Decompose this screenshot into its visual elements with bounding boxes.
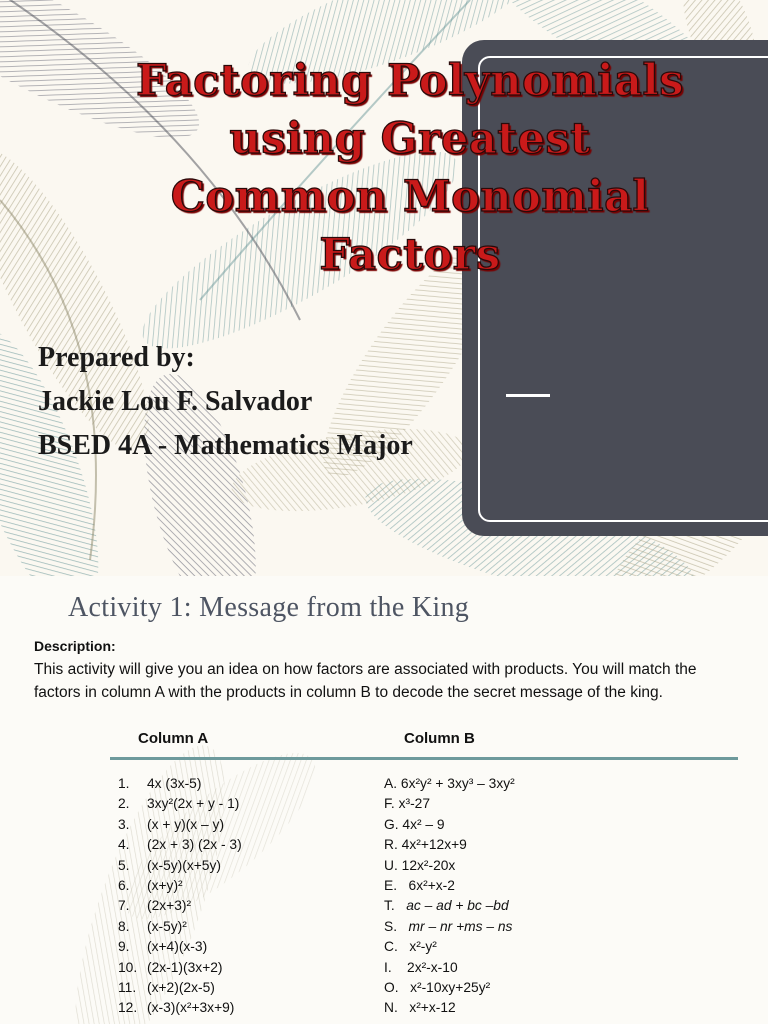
item-expression: 6x²+x-2	[408, 878, 455, 894]
item-number: 4.	[118, 837, 130, 853]
item-letter: C.	[384, 939, 398, 955]
list-item	[118, 937, 242, 957]
item-number: 5.	[118, 857, 130, 873]
list-item	[384, 774, 515, 794]
item-number: 11.	[118, 980, 137, 996]
column-a-header: Column A	[138, 730, 209, 747]
item-number: 3.	[118, 816, 130, 832]
item-expression: x²-10xy+25y²	[410, 980, 491, 996]
item-expression: (x+2)(2x-5)	[147, 980, 215, 996]
description-label: Description:	[34, 638, 116, 654]
item-expression: x³-27	[398, 796, 431, 812]
list-item	[118, 917, 242, 937]
item-expression: 4x² – 9	[402, 816, 445, 832]
column-b-list	[384, 774, 515, 1019]
item-number: 6.	[118, 878, 130, 894]
list-item	[118, 794, 242, 814]
list-item	[118, 896, 242, 916]
item-letter: T.	[384, 898, 395, 914]
item-expression: (x+y)²	[147, 878, 183, 894]
item-expression: (x + y)(x – y)	[147, 816, 225, 832]
list-item	[118, 815, 242, 835]
item-expression: 4x (3x-5)	[147, 776, 202, 791]
title-line: using Greatest	[229, 114, 591, 164]
item-expression: 3xy²(2x + y - 1)	[147, 796, 240, 812]
item-letter: A.	[384, 776, 398, 791]
header-rule	[110, 757, 738, 760]
list-item	[384, 835, 515, 855]
list-item	[384, 856, 515, 876]
list-item	[118, 998, 242, 1018]
item-expression: 2x²-x-10	[407, 959, 458, 975]
list-item	[384, 917, 515, 937]
item-expression: 12x²-20x	[401, 857, 456, 873]
item-expression: (x-5y)²	[147, 918, 187, 934]
item-expression: x²-y²	[409, 939, 437, 955]
author-course: BSED 4A - Mathematics Major	[38, 430, 413, 461]
prepared-by-label: Prepared by:	[38, 342, 195, 373]
item-number: 2.	[118, 796, 130, 812]
item-expression: (2x-1)(3x+2)	[147, 959, 223, 975]
list-item	[384, 876, 515, 896]
item-expression: (2x+3)²	[147, 898, 192, 914]
item-number: 10.	[118, 959, 138, 975]
item-letter: U.	[384, 857, 398, 873]
title-line: Factoring Polynomials	[136, 56, 684, 106]
list-item	[384, 815, 515, 835]
item-letter: R.	[384, 837, 398, 853]
item-number: 1.	[118, 776, 130, 791]
item-letter: O.	[384, 980, 399, 996]
list-item	[118, 856, 242, 876]
item-expression: (x+4)(x-3)	[147, 939, 208, 955]
item-expression: mr – nr +ms – ns	[408, 918, 513, 934]
slide-title	[100, 52, 720, 284]
list-item	[118, 774, 242, 794]
column-a-list	[118, 774, 242, 1019]
item-expression: 4x²+12x+9	[401, 837, 467, 853]
item-letter: I.	[384, 959, 392, 975]
item-letter: F.	[384, 796, 395, 812]
list-item	[384, 794, 515, 814]
panel-dash	[506, 394, 550, 397]
item-letter: G.	[384, 816, 399, 832]
author-block	[38, 336, 413, 468]
item-letter: N.	[384, 1000, 398, 1016]
activity-slide	[0, 576, 768, 1024]
list-item	[384, 978, 515, 998]
item-number: 12.	[118, 1000, 138, 1016]
item-expression: ac – ad + bc –bd	[406, 898, 509, 914]
list-item	[118, 876, 242, 896]
author-name: Jackie Lou F. Salvador	[38, 386, 313, 417]
list-item	[384, 998, 515, 1018]
item-expression: x²+x-12	[409, 1000, 456, 1016]
item-letter: E.	[384, 878, 398, 894]
item-expression: (x-5y)(x+5y)	[147, 857, 221, 873]
activity-title: Activity 1: Message from the King	[68, 592, 470, 623]
description-text: This activity will give you an idea on how factors are associated with products. You will match the factors in column A with the products in column B to decode the secret message of the king.	[34, 661, 697, 701]
column-b-header: Column B	[404, 730, 475, 747]
item-expression: 6x²y² + 3xy³ – 3xy²	[400, 776, 515, 791]
item-number: 7.	[118, 898, 130, 914]
list-item	[384, 958, 515, 978]
item-letter: S.	[384, 918, 398, 934]
list-item	[118, 835, 242, 855]
item-number: 9.	[118, 939, 130, 955]
title-line: Factors	[319, 230, 501, 280]
item-number: 8.	[118, 918, 130, 934]
list-item	[118, 958, 242, 978]
list-item	[384, 937, 515, 957]
list-item	[118, 978, 242, 998]
item-expression: (2x + 3) (2x - 3)	[147, 837, 242, 853]
item-expression: (x-3)(x²+3x+9)	[147, 1000, 235, 1016]
title-line: Common Monomial	[170, 172, 650, 222]
list-item	[384, 896, 515, 916]
